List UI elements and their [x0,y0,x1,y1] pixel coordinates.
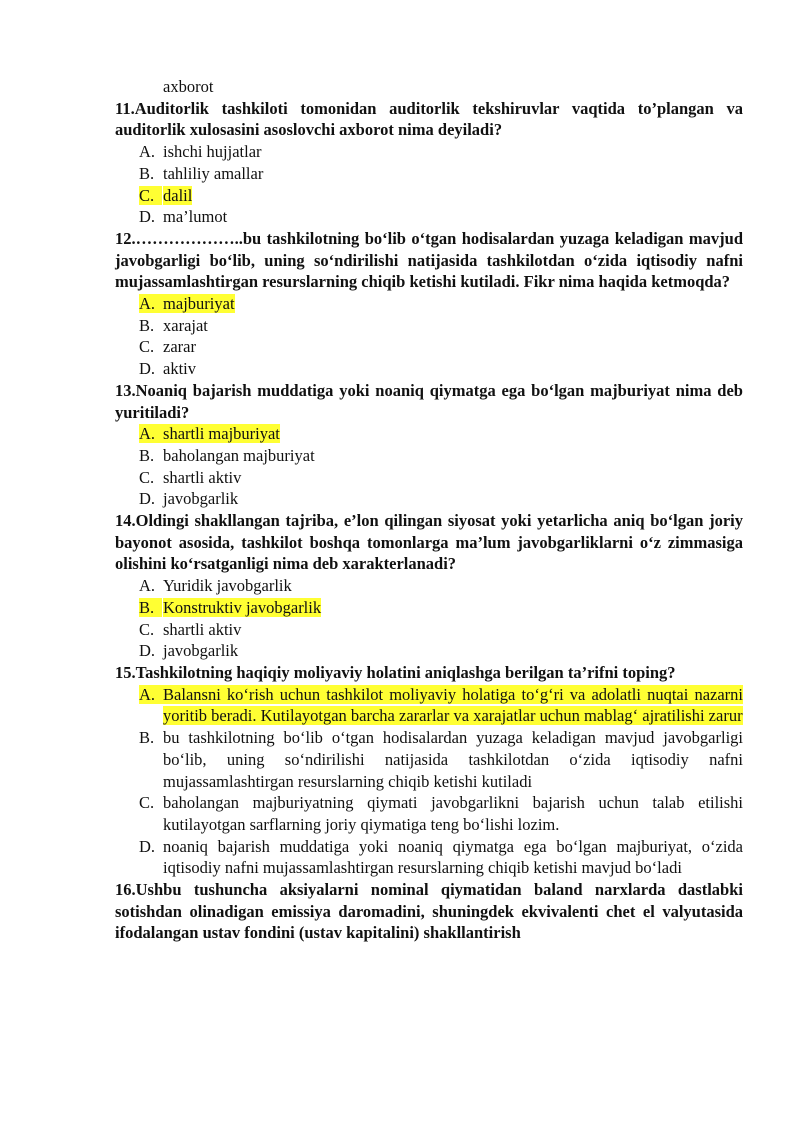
option-text: baholangan majburiyatning qiymati javobgarlikni bajarish uchun talab etilishi kutilayotgan sarflarning joriy qiymatiga teng bo‘lishi lozim. [163,793,743,834]
option-letter: C. [139,467,155,487]
answer-option [115,575,743,597]
option-text: tahliliy amallar [163,163,264,183]
option-letter: A. [139,142,156,162]
answer-option [115,640,743,662]
option-letter: A. [139,423,163,445]
option-text: noaniq bajarish muddatiga yoki noaniq qiymatga ega bo‘lgan majburiyat, o‘zida iqtisodiy nafni mujassamlashtirgan resurslarning chiqib ketishi mavjud bo‘ladi [163,836,743,878]
option-letter: B. [139,163,155,183]
document-page [115,76,743,944]
answer-option-highlighted [115,684,743,727]
question-14 [115,510,743,575]
option-letter: D. [139,836,156,856]
question-number: 13. [115,380,136,400]
option-letter: D. [139,207,156,227]
question-text: Ushbu tushuncha aksiyalarni nominal qiymatidan baland narxlarda dastlabki sotishdan olinadigan emissiya daromadini, shuningdek ekvivalenti chet el valyutasida ifodalangan ustav fondini (ustav kapitalini) shakllantirish [115,880,743,943]
option-text: ma’lumot [163,207,228,227]
answer-option [115,619,743,641]
option-text: zarar [163,337,196,357]
answer-option [115,792,743,835]
question-13 [115,380,743,423]
option-text: Balansni ko‘rish uchun tashkilot moliyaviy holatiga to‘g‘ri va adolatli nuqtai nazarni yoritib beradi. Kutilayotgan barcha zararlar va xarajatlar uchun mablag‘ ajratilishi zarur [163,684,743,726]
option-text: Yuridik javobgarlik [163,576,292,596]
answer-option-highlighted [115,185,743,207]
option-letter: D. [139,641,156,661]
answer-option-highlighted [115,597,743,619]
option-letter: A. [139,293,163,315]
answer-option [115,467,743,489]
option-text: javobgarlik [163,489,239,509]
question-number: 15. [115,662,136,682]
question-number: 16. [115,880,136,900]
option-text: majburiyat [163,294,235,314]
option-letter: B. [139,445,155,465]
option-text: shartli majburiyat [163,424,280,444]
answer-option [115,358,743,380]
option-text: shartli aktiv [163,619,242,639]
option-letter: B. [139,728,155,748]
question-text: Tashkilotning haqiqiy moliyaviy holatini aniqlashga berilgan ta’rifni toping? [135,662,676,682]
option-text: dalil [163,185,193,205]
answer-option [115,315,743,337]
option-letter: D. [139,489,156,509]
option-letter: B. [139,315,155,335]
answer-option [115,336,743,358]
question-list [115,98,743,944]
answer-option [115,488,743,510]
option-text: javobgarlik [163,641,239,661]
option-letter: C. [139,337,155,357]
option-letter: A. [139,576,156,596]
question-text: Oldingi shakllangan tajriba, e’lon qilingan siyosat yoki yetarlicha aniq bo‘lgan joriy bayonot asosida, tashkilot boshqa tomonlarga ma’lum javobgarliklarni o‘z zimmasiga olishini ko‘rsatganligi nima deb xarakterlanadi? [115,511,743,574]
question-text: ………………..bu tashkilotning bo‘lib o‘tgan hodisalardan yuzaga keladigan mavjud javobgarligi bo‘lib, uning so‘ndirilishi natijasida tashkilotdan o‘zida iqtisodiy nafni mujassamlashtirgan resurslarning chiqib ketishi kutiladi. Fikr nima haqida ketmoqda? [115,228,743,292]
option-letter: B. [139,597,163,619]
answer-option [115,163,743,185]
option-text: bu tashkilotning bo‘lib o‘tgan hodisalardan yuzaga keladigan mavjud javobgarligi bo‘lib, uning so‘ndirilishi natijasida tashkilotdan o‘zida iqtisodiy nafni mujassamlashtirgan resurslarning chiqib ketishi kutiladi [163,728,743,791]
option-letter: C. [139,793,155,813]
question-number: 11. [115,98,135,118]
option-letter: C. [139,185,163,207]
answer-option [115,836,743,879]
question-number: 14. [115,511,136,531]
answer-option-highlighted [115,293,743,315]
question-text: Auditorlik tashkiloti tomonidan auditorlik tekshiruvlar vaqtida to’plangan va auditorlik xulosasini asoslovchi axborot nima deyiladi? [115,98,743,140]
option-text: ishchi hujjatlar [163,142,262,162]
option-text: aktiv [163,359,196,379]
answer-option-highlighted [115,423,743,445]
answer-option [115,206,743,228]
option-text: baholangan majburiyat [163,445,315,465]
question-12 [115,228,743,293]
answer-option [115,727,743,792]
option-text: Konstruktiv javobgarlik [163,597,322,617]
option-letter: A. [139,684,163,727]
answer-option [115,445,743,467]
option-text: shartli aktiv [163,467,242,487]
answer-option [115,141,743,163]
option-letter: D. [139,359,156,379]
question-15 [115,662,743,684]
option-letter: C. [139,619,155,639]
question-11 [115,98,743,141]
carryover-text: axborot [163,77,214,96]
question-number: 12. [115,228,136,248]
question-16 [115,879,743,944]
question-text: Noaniq bajarish muddatiga yoki noaniq qiymatga ega bo‘lgan majburiyat nima deb yuritiladi? [115,380,743,422]
option-text: xarajat [163,315,208,335]
